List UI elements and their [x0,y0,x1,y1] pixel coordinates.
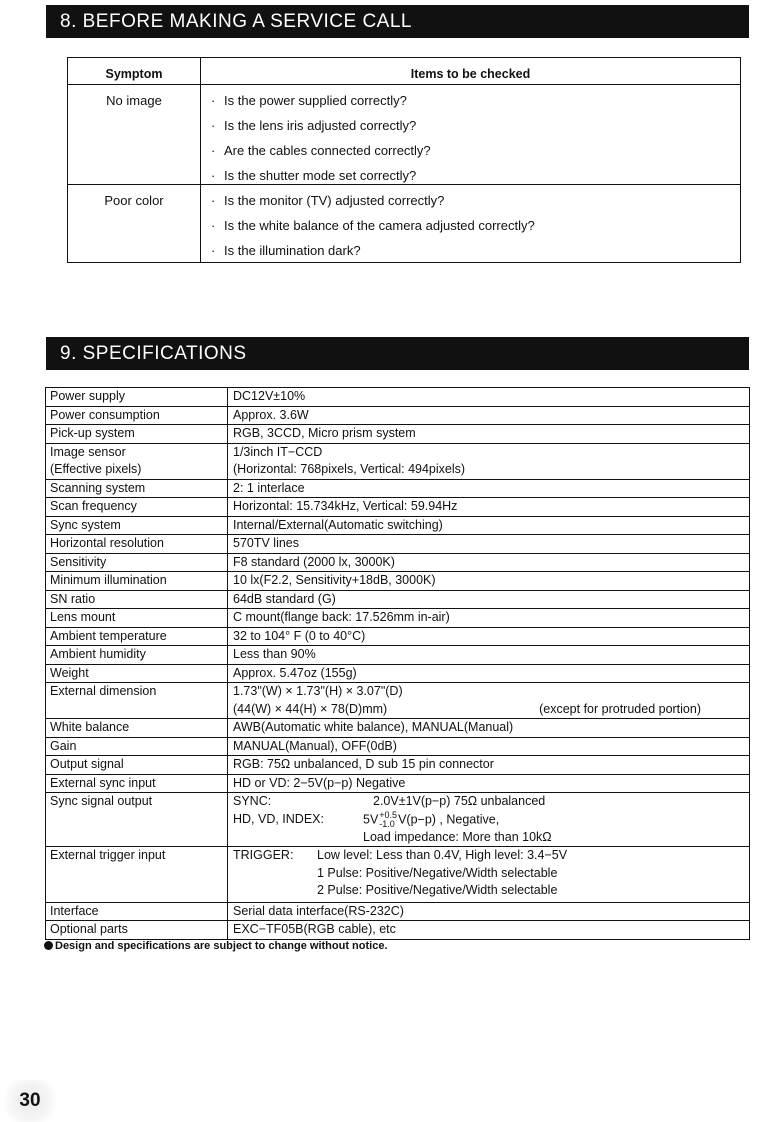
troubleshooting-table [67,57,741,263]
spec-value: 64dB standard (G) [228,590,750,609]
spec-row [46,847,750,903]
spec-label: Lens mount [46,609,228,628]
spec-row [46,535,750,554]
spec-value: 1.73"(W) × 1.73"(H) × 3.07"(D) (44(W) × 44(H) × 78(D)mm) (except for protruded portion) [228,683,750,719]
spec-label: Sensitivity [46,553,228,572]
spec-value: Horizontal: 15.734kHz, Vertical: 59.94Hz [228,498,750,517]
spec-row [46,664,750,683]
spec-value: C mount(flange back: 17.526mm in-air) [228,609,750,628]
spec-label: SN ratio [46,590,228,609]
troubleshooting-header [68,58,740,85]
spec-value: AWB(Automatic white balance), MANUAL(Manual) [228,719,750,738]
spec-value: RGB, 3CCD, Micro prism system [228,425,750,444]
spec-row [46,406,750,425]
check-item: · Is the white balance of the camera adjusted correctly? [211,218,535,233]
spec-label: Scan frequency [46,498,228,517]
check-item: · Are the cables connected correctly? [211,143,431,158]
spec-value: DC12V±10% [228,388,750,407]
spec-label: Output signal [46,756,228,775]
spec-value: EXC−TF05B(RGB cable), etc [228,921,750,940]
specifications-table [45,387,750,940]
spec-row [46,683,750,719]
spec-label: Power supply [46,388,228,407]
section-8-title: 8. BEFORE MAKING A SERVICE CALL [60,11,412,32]
spec-label: Scanning system [46,479,228,498]
spec-row [46,774,750,793]
spec-value: 2: 1 interlace [228,479,750,498]
spec-value: Serial data interface(RS-232C) [228,902,750,921]
spec-row [46,902,750,921]
spec-value: TRIGGER: Low level: Less than 0.4V, High level: 3.4−5V 1 Pulse: Positive/Negative/Width selectable 2 Pulse: Positive/Negative/Width selectable [228,847,750,903]
spec-value: Less than 90% [228,646,750,665]
spec-label: Sync system [46,516,228,535]
items-header: Items to be checked [410,67,531,81]
section-9-banner [46,337,749,370]
bullet-icon [44,941,53,950]
spec-row [46,793,750,847]
spec-row [46,590,750,609]
spec-row [46,646,750,665]
spec-label: Ambient temperature [46,627,228,646]
spec-label: Image sensor (Effective pixels) [46,443,228,479]
spec-row [46,516,750,535]
symptom-header: Symptom [68,58,201,84]
spec-label: Gain [46,737,228,756]
check-item: · Is the illumination dark? [211,243,361,258]
spec-row [46,719,750,738]
spec-row [46,572,750,591]
disclaimer-note: Design and specifications are subject to change without notice. [44,940,388,952]
symptom-group [68,85,740,184]
spec-value: HD or VD: 2−5V(p−p) Negative [228,774,750,793]
spec-value: 10 lx(F2.2, Sensitivity+18dB, 3000K) [228,572,750,591]
spec-value: F8 standard (2000 lx, 3000K) [228,553,750,572]
spec-label: Ambient humidity [46,646,228,665]
spec-label: External sync input [46,774,228,793]
spec-row [46,443,750,479]
spec-row [46,498,750,517]
spec-label: Horizontal resolution [46,535,228,554]
spec-label: External dimension [46,683,228,719]
spec-row [46,921,750,940]
symptom-label: Poor color [68,185,201,262]
check-item: · Is the power supplied correctly? [211,93,407,108]
page-number: 30 [0,1080,60,1122]
spec-value: 1/3inch IT−CCD (Horizontal: 768pixels, Vertical: 494pixels) [228,443,750,479]
spec-row [46,553,750,572]
spec-row [46,479,750,498]
spec-label: Weight [46,664,228,683]
spec-row [46,737,750,756]
spec-label: Minimum illumination [46,572,228,591]
symptom-group [68,184,740,262]
section-9-title: 9. SPECIFICATIONS [60,343,247,364]
check-item: · Is the lens iris adjusted correctly? [211,118,417,133]
spec-label: External trigger input [46,847,228,903]
spec-value: MANUAL(Manual), OFF(0dB) [228,737,750,756]
spec-row [46,756,750,775]
spec-label: Power consumption [46,406,228,425]
spec-row [46,425,750,444]
spec-value: Approx. 3.6W [228,406,750,425]
spec-row [46,388,750,407]
spec-value: SYNC: 2.0V±1V(p−p) 75Ω unbalanced HD, VD, INDEX: 5V +0.5 -1.0 V(p−p) , Negative, Load impedance: More than 10kΩ [228,793,750,847]
spec-row [46,627,750,646]
spec-value: RGB: 75Ω unbalanced, D sub 15 pin connector [228,756,750,775]
spec-value: 32 to 104° F (0 to 40°C) [228,627,750,646]
spec-row [46,609,750,628]
spec-value: Internal/External(Automatic switching) [228,516,750,535]
spec-label: White balance [46,719,228,738]
spec-label: Sync signal output [46,793,228,847]
check-item: · Is the shutter mode set correctly? [211,168,417,183]
spec-value: Approx. 5.47oz (155g) [228,664,750,683]
spec-label: Optional parts [46,921,228,940]
check-item: · Is the monitor (TV) adjusted correctly? [211,193,445,208]
spec-label: Pick-up system [46,425,228,444]
spec-value: 570TV lines [228,535,750,554]
section-8-banner [46,5,749,38]
spec-label: Interface [46,902,228,921]
symptom-label: No image [68,85,201,184]
